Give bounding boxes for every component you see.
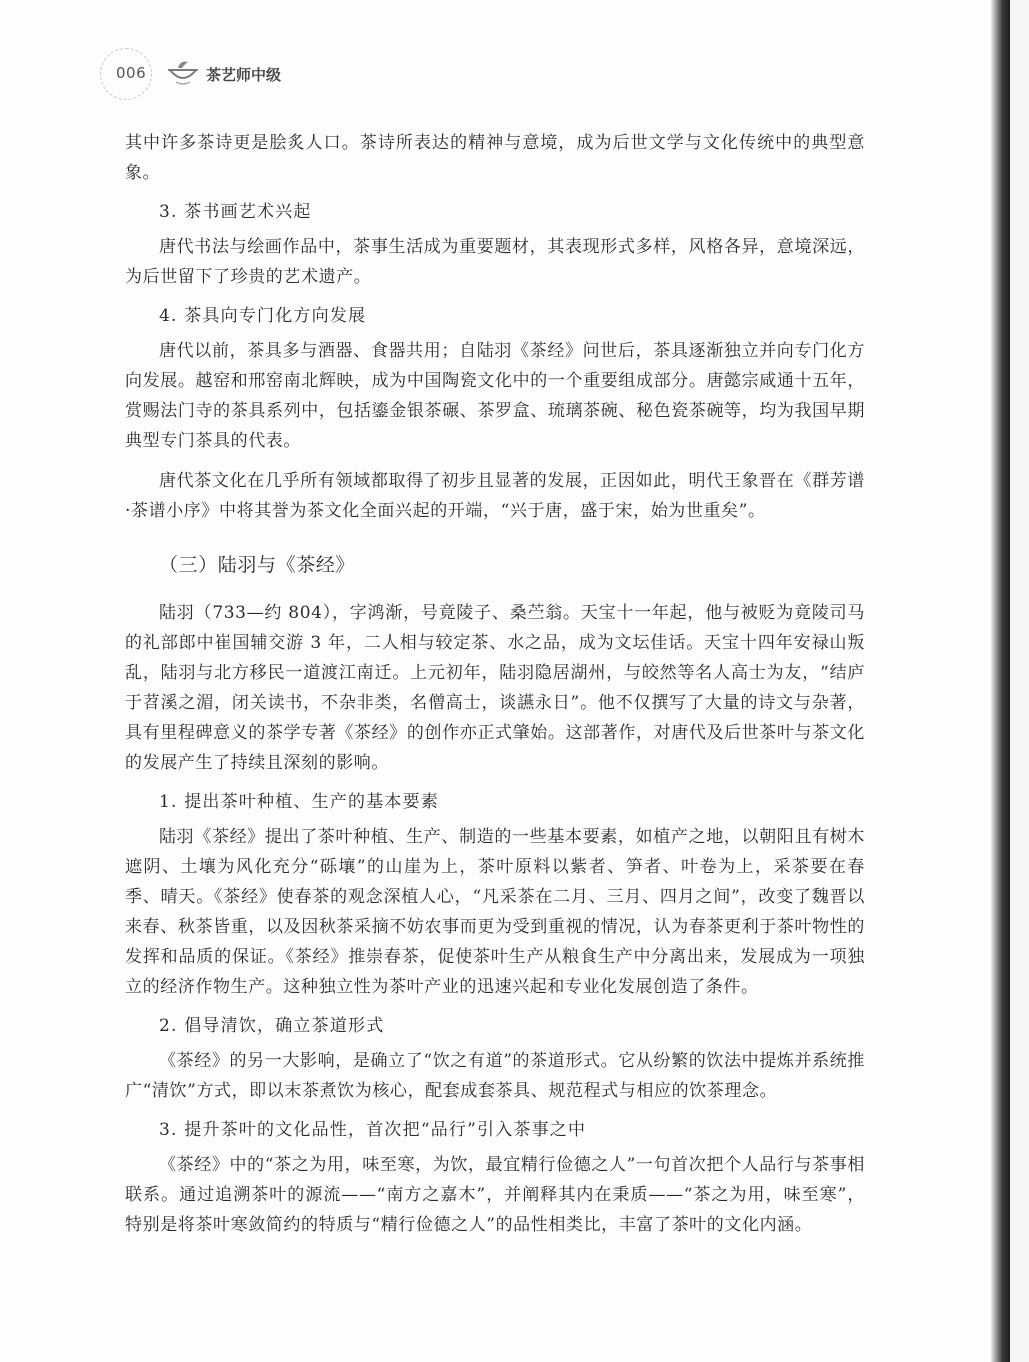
body-paragraph: 唐代书法与绘画作品中，茶事生活成为重要题材，其表现形式多样，风格各异，意境深远，为后世留下了珍贵的艺术遗产。: [125, 237, 865, 287]
tea-cup-icon: [166, 56, 200, 90]
book-title: 茶艺师中级: [206, 66, 282, 84]
subheading: 4. 茶具向专门化方向发展: [159, 306, 367, 326]
subheading: 1. 提出茶叶种植、生产的基本要素: [159, 792, 440, 812]
subheading: 2. 倡导清饮，确立茶道形式: [159, 1016, 385, 1036]
body-paragraph: 《茶经》的另一大影响，是确立了“饮之有道”的茶道形式。它从纷繁的饮法中提炼并系统推广“清饮”方式，即以末茶煮饮为核心，配套成套茶具、规范程式与相应的饮茶理念。: [125, 1051, 865, 1101]
page-header: [100, 44, 500, 104]
page-body: [125, 128, 865, 1240]
body-paragraph: 唐代茶文化在几乎所有领域都取得了初步且显著的发展，正因如此，明代王象晋在《群芳谱·茶谱小序》中将其誉为茶文化全面兴起的开端，“兴于唐，盛于宋，始为世重矣”。: [125, 471, 865, 521]
subheading: 3. 提升茶叶的文化品性，首次把“品行”引入茶事之中: [159, 1120, 587, 1140]
body-paragraph: 陆羽（733—约 804），字鸿渐，号竟陵子、桑苎翁。天宝十一年起，他与被贬为竟陵司马的礼部郎中崔国辅交游 3 年，二人相与较定茶、水之品，成为文坛佳话。天宝十四年安禄山叛乱，陆羽与北方移民一道渡江南迁。上元初年，陆羽隐居湖州，与皎然等名人高士为友，“结庐于苕溪之湄，闭关读书，不杂非类，名僧高士，谈讌永日”。他不仅撰写了大量的诗文与杂著，具有里程碑意义的茶学专著《茶经》的创作亦正式肇始。这部著作，对唐代及后世茶叶与茶文化的发展产生了持续且深刻的影响。: [125, 603, 865, 773]
subheading: 3. 茶书画艺术兴起: [159, 202, 312, 222]
body-paragraph: 唐代以前，茶具多与酒器、食器共用；自陆羽《茶经》问世后，茶具逐渐独立并向专门化方向发展。越窑和邢窑南北辉映，成为中国陶瓷文化中的一个重要组成部分。唐懿宗咸通十五年，赏赐法门寺的茶具系列中，包括鎏金银茶碾、茶罗盒、琉璃茶碗、秘色瓷茶碗等，均为我国早期典型专门茶具的代表。: [125, 341, 865, 451]
page-number: 006: [116, 64, 147, 82]
page-edge-shadow: [991, 0, 1010, 1362]
body-paragraph: 陆羽《茶经》提出了茶叶种植、生产、制造的一些基本要素，如植产之地，以朝阳且有树木遮阴、土壤为风化充分“砾壤”的山崖为上，茶叶原料以紫者、笋者、叶卷为上，采茶要在春季、晴天。《茶经》使春茶的观念深植人心，“凡采茶在二月、三月、四月之间”，改变了魏晋以来春、秋茶皆重，以及因秋茶采摘不妨农事而更为受到重视的情况，认为春茶更利于茶叶物性的发挥和品质的保证。《茶经》推崇春茶，促使茶叶生产从粮食生产中分离出来，发展成为一项独立的经济作物生产。这种独立性为茶叶产业的迅速兴起和专业化发展创造了条件。: [125, 827, 865, 997]
body-paragraph: 《茶经》中的“茶之为用，味至寒，为饮，最宜精行俭德之人”一句首次把个人品行与茶事相联系。通过追溯茶叶的源流——“南方之嘉木”，并阐释其内在秉质——“茶之为用，味至寒”，特别是将茶叶寒敛简约的特质与“精行俭德之人”的品性相类比，丰富了茶叶的文化内涵。: [125, 1155, 865, 1235]
section-heading: （三）陆羽与《茶经》: [159, 554, 356, 576]
body-paragraph: 其中许多茶诗更是脍炙人口。茶诗所表达的精神与意境，成为后世文学与文化传统中的典型意象。: [125, 133, 865, 183]
